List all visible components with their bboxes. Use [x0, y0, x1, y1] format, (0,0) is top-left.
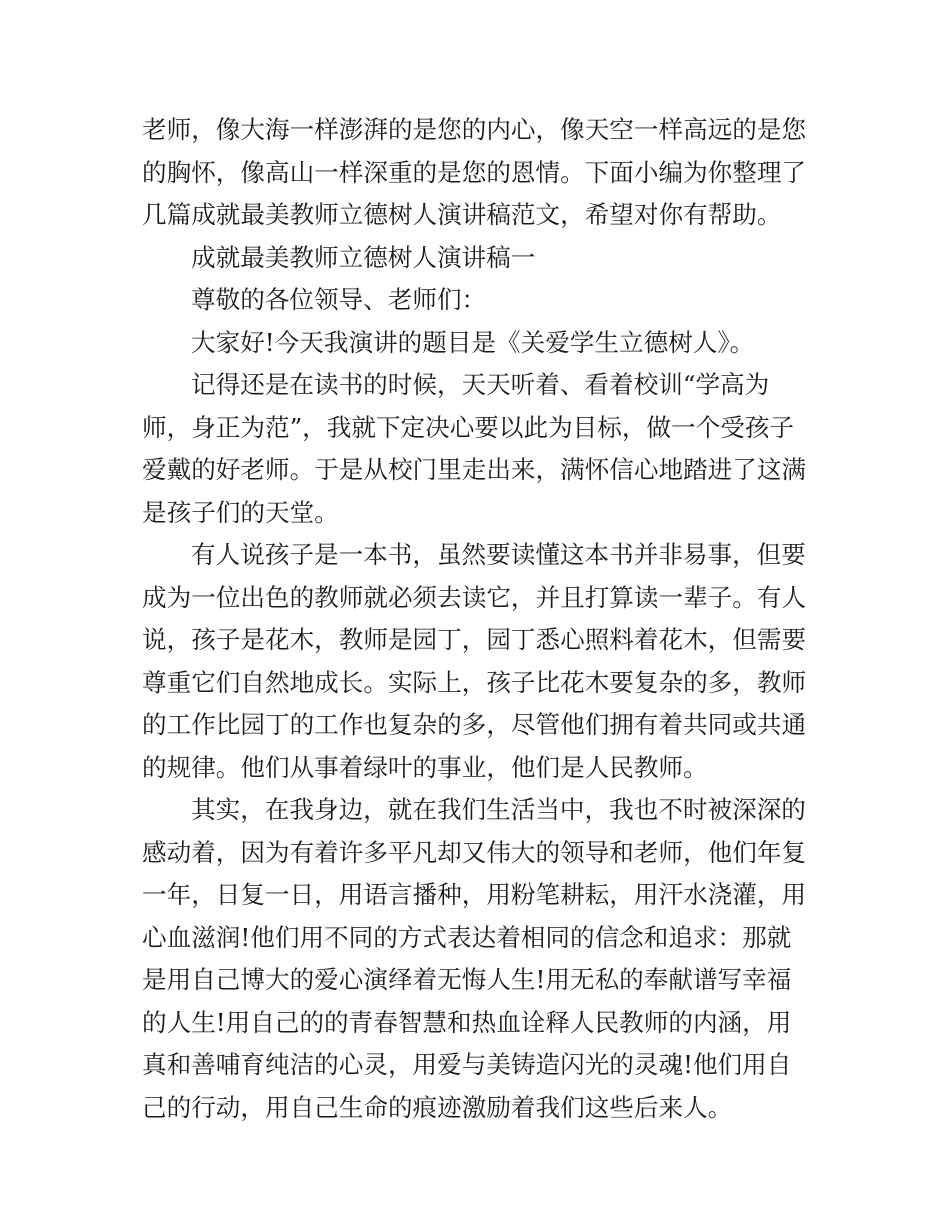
- paragraph-first-line: 大家好!今天我演讲的题目是《关爱学生立德树人》。: [191, 327, 755, 357]
- paragraph-first-line: 尊敬的各位领导、老师们：: [191, 285, 487, 314]
- paragraph-first-line: 其实，在我身边，就在我们生活当中，我也不时被深深的: [191, 795, 806, 824]
- paragraph-line: 说，孩子是花木，教师是园丁，园丁悉心照料着花木，但需要: [142, 625, 807, 654]
- paragraph-line: 老师，像大海一样澎湃的是您的内心，像天空一样高远的是您: [142, 115, 807, 144]
- paragraph-line: 的规律。他们从事着绿叶的事业，他们是人民教师。: [142, 752, 708, 782]
- paragraph-line: 尊重它们自然地成长。实际上，孩子比花木要复杂的多，教师: [142, 667, 807, 697]
- paragraph-line: 感动着，因为有着许多平凡却又伟大的领导和老师，他们年复: [142, 837, 807, 867]
- paragraph-line: 是孩子们的天堂。: [142, 497, 339, 527]
- paragraph-line: 师，身正为范”，我就下定决心要以此为目标，做一个受孩子: [142, 412, 795, 442]
- paragraph-line: 的工作比园丁的工作也复杂的多，尽管他们拥有着共同或共通: [142, 710, 807, 739]
- paragraph-line: 心血滋润!他们用不同的方式表达着相同的信念和追求：那就: [142, 922, 792, 952]
- document-body: [142, 109, 812, 1129]
- paragraph-first-line: 记得还是在读书的时候，天天听着、看着校训“学高为: [191, 370, 770, 399]
- paragraph-line: 的人生!用自己的的青春智慧和热血诠释人民教师的内涵，用: [142, 1007, 792, 1037]
- paragraph-line: 己的行动，用自己生命的痕迹激励着我们这些后来人。: [142, 1092, 733, 1122]
- paragraph-first-line: 有人说孩子是一本书，虽然要读懂这本书并非易事，但要: [191, 540, 806, 569]
- paragraph-line: 几篇成就最美教师立德树人演讲稿范文，希望对你有帮助。: [142, 200, 782, 229]
- paragraph-first-line: 成就最美教师立德树人演讲稿一: [191, 242, 536, 272]
- paragraph-line: 是用自己博大的爱心演绎着无悔人生!用无私的奉献谱写幸福: [142, 965, 792, 994]
- paragraph-line: 的胸怀，像高山一样深重的是您的恩情。下面小编为你整理了: [142, 157, 807, 187]
- paragraph-line: 一年，日复一日，用语言播种，用粉笔耕耘，用汗水浇灌，用: [142, 880, 807, 909]
- paragraph-line: 成为一位出色的教师就必须去读它，并且打算读一辈子。有人: [142, 582, 807, 612]
- paragraph-line: 真和善哺育纯洁的心灵，用爱与美铸造闪光的灵魂!他们用自: [142, 1050, 792, 1079]
- paragraph-line: 爱戴的好老师。于是从校门里走出来，满怀信心地踏进了这满: [142, 455, 807, 484]
